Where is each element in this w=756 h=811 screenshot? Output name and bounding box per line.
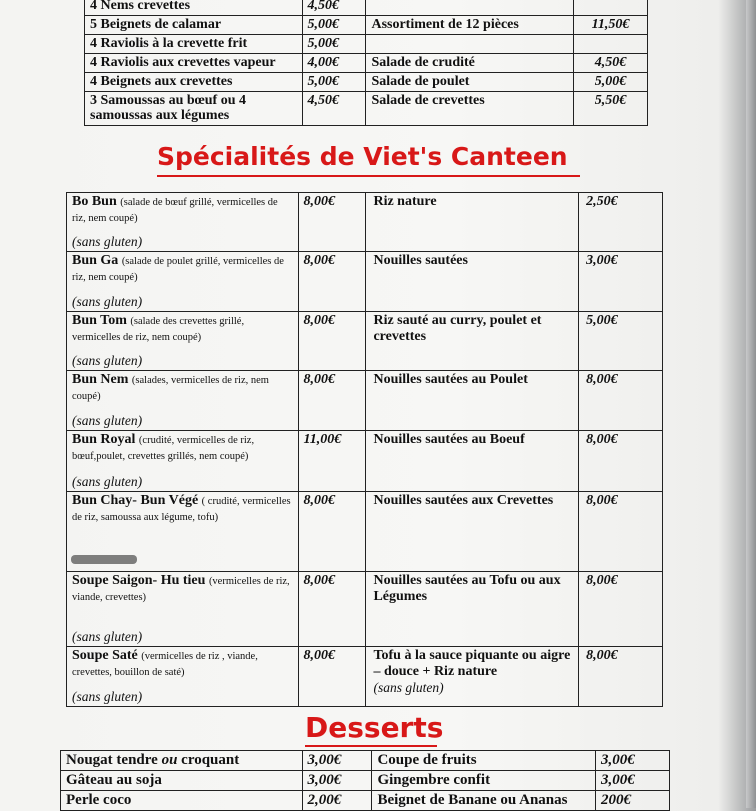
specialty-row bbox=[67, 252, 663, 312]
specialty-price-right: 3,00€ bbox=[579, 252, 663, 312]
specialty-price: 8,00€ bbox=[298, 647, 366, 707]
starters-table bbox=[84, 0, 648, 126]
specialty-row bbox=[67, 193, 663, 252]
starter-name-right bbox=[366, 0, 574, 16]
starter-price-right: 4,50€ bbox=[574, 54, 648, 73]
starter-price: 5,00€ bbox=[302, 35, 366, 54]
starter-price: 4,00€ bbox=[302, 54, 366, 73]
starter-price-right bbox=[574, 0, 648, 16]
dessert-name-right: Beignet de Banane ou Ananas bbox=[372, 791, 596, 811]
specialty-cell bbox=[67, 193, 299, 252]
specialty-description: (salade de bœuf grillé, vermicelles de riz, nem coupé) bbox=[72, 197, 278, 224]
specialty-description: (vermicelles de riz , viande, crevettes, bouillon de saté) bbox=[72, 651, 258, 678]
gluten-free-note: (sans gluten) bbox=[72, 689, 143, 704]
specialty-row bbox=[67, 371, 663, 431]
specialty-price-right: 5,00€ bbox=[579, 312, 663, 371]
specialty-row bbox=[67, 431, 663, 492]
starter-price: 5,00€ bbox=[302, 73, 366, 92]
starter-name-right: Salade de poulet bbox=[366, 73, 574, 92]
starter-row bbox=[85, 0, 648, 16]
dessert-price-right: 3,00€ bbox=[596, 771, 670, 791]
dessert-price-right: 200€ bbox=[596, 791, 670, 811]
starter-row bbox=[85, 35, 648, 54]
crossed-out-scribble bbox=[71, 553, 137, 569]
desserts-heading: Desserts bbox=[305, 711, 444, 744]
specialty-cell bbox=[67, 371, 299, 431]
starter-row bbox=[85, 16, 648, 35]
specialty-price-right: 8,00€ bbox=[579, 371, 663, 431]
specialty-cell bbox=[67, 312, 299, 371]
specialty-right-cell bbox=[366, 252, 579, 312]
starter-price-right: 5,00€ bbox=[574, 73, 648, 92]
dessert-price: 3,00€ bbox=[302, 771, 372, 791]
specialty-price: 8,00€ bbox=[298, 492, 366, 572]
starter-price: 4,50€ bbox=[302, 0, 366, 16]
specialty-price: 11,00€ bbox=[298, 431, 366, 492]
gluten-free-note: (sans gluten) bbox=[72, 353, 143, 368]
specialty-cell bbox=[67, 572, 299, 647]
specialties-heading: Spécialités de Viet's Canteen bbox=[157, 142, 568, 171]
specialty-price-right: 2,50€ bbox=[579, 193, 663, 252]
starter-row bbox=[85, 92, 648, 126]
starter-name: 5 Beignets de calamar bbox=[85, 16, 303, 35]
starter-name: 3 Samoussas au bœuf ou 4 samoussas aux légumes bbox=[85, 92, 303, 126]
specialties-underline bbox=[157, 175, 580, 177]
specialty-price: 8,00€ bbox=[298, 572, 366, 647]
specialty-price: 8,00€ bbox=[298, 371, 366, 431]
specialties-table bbox=[66, 192, 663, 707]
specialty-price-right: 8,00€ bbox=[579, 572, 663, 647]
specialty-price-right: 8,00€ bbox=[579, 431, 663, 492]
starter-price-right: 11,50€ bbox=[574, 16, 648, 35]
starter-price: 4,50€ bbox=[302, 92, 366, 126]
specialty-cell bbox=[67, 431, 299, 492]
gluten-free-note: (sans gluten) bbox=[72, 234, 143, 249]
dessert-name: Perle coco bbox=[66, 792, 132, 808]
specialty-name-right: Nouilles sautées au Boeuf bbox=[373, 432, 525, 447]
specialty-name-right: Nouilles sautées au Poulet bbox=[373, 372, 528, 387]
specialty-name: Bun Ga bbox=[72, 253, 119, 268]
dessert-or: ou bbox=[161, 752, 178, 768]
specialty-name: Soupe Saté bbox=[72, 648, 138, 663]
dessert-price: 3,00€ bbox=[302, 751, 372, 771]
gluten-free-note: (sans gluten) bbox=[72, 294, 143, 309]
specialty-price: 8,00€ bbox=[298, 193, 366, 252]
specialty-row bbox=[67, 312, 663, 371]
starter-row bbox=[85, 54, 648, 73]
starter-price-right bbox=[574, 35, 648, 54]
specialty-name-right: Nouilles sautées bbox=[373, 253, 468, 268]
dessert-row bbox=[61, 771, 670, 791]
specialty-name: Soupe Saigon- Hu tieu bbox=[72, 573, 206, 588]
specialty-name-right: Tofu à la sauce piquante ou aigre – douce + Riz nature bbox=[373, 648, 571, 679]
specialty-name-right: Nouilles sautées au Tofu ou aux Légumes bbox=[373, 573, 561, 604]
specialty-name: Bun Chay- Bun Végé bbox=[72, 493, 199, 508]
specialty-row bbox=[67, 647, 663, 707]
dessert-name-alt: croquant bbox=[181, 752, 240, 768]
specialty-name-right: Riz sauté au curry, poulet et crevettes bbox=[373, 313, 542, 344]
dessert-name: Nougat tendre bbox=[66, 752, 158, 768]
specialty-price: 8,00€ bbox=[298, 252, 366, 312]
specialty-price-right: 8,00€ bbox=[579, 647, 663, 707]
specialty-description: (salades, vermicelles de riz, nem coupé) bbox=[72, 375, 269, 402]
specialty-description: (salade de poulet grillé, vermicelles de riz, nem coupé) bbox=[72, 256, 284, 283]
dessert-name-cell bbox=[61, 751, 303, 771]
specialty-right-cell bbox=[366, 312, 579, 371]
gluten-free-note: (sans gluten) bbox=[72, 629, 143, 644]
starter-name: 4 Raviolis à la crevette frit bbox=[85, 35, 303, 54]
gluten-free-note-right: (sans gluten) bbox=[373, 680, 444, 695]
dessert-row bbox=[61, 751, 670, 771]
specialty-cell bbox=[67, 492, 299, 572]
specialty-name-right: Nouilles sautées aux Crevettes bbox=[373, 493, 554, 508]
specialty-description: (crudité, vermicelles de riz, bœuf,poulet, crevettes grillés, nem coupé) bbox=[72, 435, 255, 462]
starter-name: 4 Nems crevettes bbox=[85, 0, 303, 16]
gluten-free-note: (sans gluten) bbox=[72, 413, 143, 428]
specialty-name: Bun Tom bbox=[72, 313, 127, 328]
specialty-name-right: Riz nature bbox=[373, 194, 437, 209]
starter-name-right: Salade de crudité bbox=[366, 54, 574, 73]
dessert-price: 2,00€ bbox=[302, 791, 372, 811]
specialty-price: 8,00€ bbox=[298, 312, 366, 371]
starter-name: 4 Raviolis aux crevettes vapeur bbox=[85, 54, 303, 73]
specialty-right-cell bbox=[366, 431, 579, 492]
specialty-right-cell bbox=[366, 492, 579, 572]
specialty-cell bbox=[67, 647, 299, 707]
specialty-right-cell bbox=[366, 193, 579, 252]
specialty-price-right: 8,00€ bbox=[579, 492, 663, 572]
starter-name: 4 Beignets aux crevettes bbox=[85, 73, 303, 92]
specialty-name: Bo Bun bbox=[72, 194, 117, 209]
specialty-right-cell bbox=[366, 371, 579, 431]
starter-row bbox=[85, 73, 648, 92]
dessert-price-right: 3,00€ bbox=[596, 751, 670, 771]
specialty-row bbox=[67, 572, 663, 647]
starter-price: 5,00€ bbox=[302, 16, 366, 35]
gluten-free-note: (sans gluten) bbox=[72, 474, 143, 489]
specialty-description: (salade des crevettes grillé, vermicelles de riz, nem coupé) bbox=[72, 316, 245, 343]
dessert-name-right: Gingembre confit bbox=[372, 771, 596, 791]
specialty-right-cell bbox=[366, 647, 579, 707]
desserts-underline bbox=[305, 745, 437, 747]
starter-price-right: 5,50€ bbox=[574, 92, 648, 126]
specialty-cell bbox=[67, 252, 299, 312]
specialty-description: (vermicelles de riz, viande, crevettes) bbox=[72, 576, 290, 603]
specialty-name: Bun Nem bbox=[72, 372, 129, 387]
specialty-row bbox=[67, 492, 663, 572]
starter-name-right: Assortiment de 12 pièces bbox=[366, 16, 574, 35]
specialty-name: Bun Royal bbox=[72, 432, 136, 447]
starter-name-right bbox=[366, 35, 574, 54]
dessert-name-cell bbox=[61, 771, 303, 791]
specialty-description: ( crudité, vermicelles de riz, samoussa aux légume, tofu) bbox=[72, 496, 291, 523]
dessert-name: Gâteau au soja bbox=[66, 772, 162, 788]
starter-name-right: Salade de crevettes bbox=[366, 92, 574, 126]
paper-edge bbox=[746, 0, 756, 808]
specialty-right-cell bbox=[366, 572, 579, 647]
dessert-name-right: Coupe de fruits bbox=[372, 751, 596, 771]
desserts-table bbox=[60, 750, 670, 811]
